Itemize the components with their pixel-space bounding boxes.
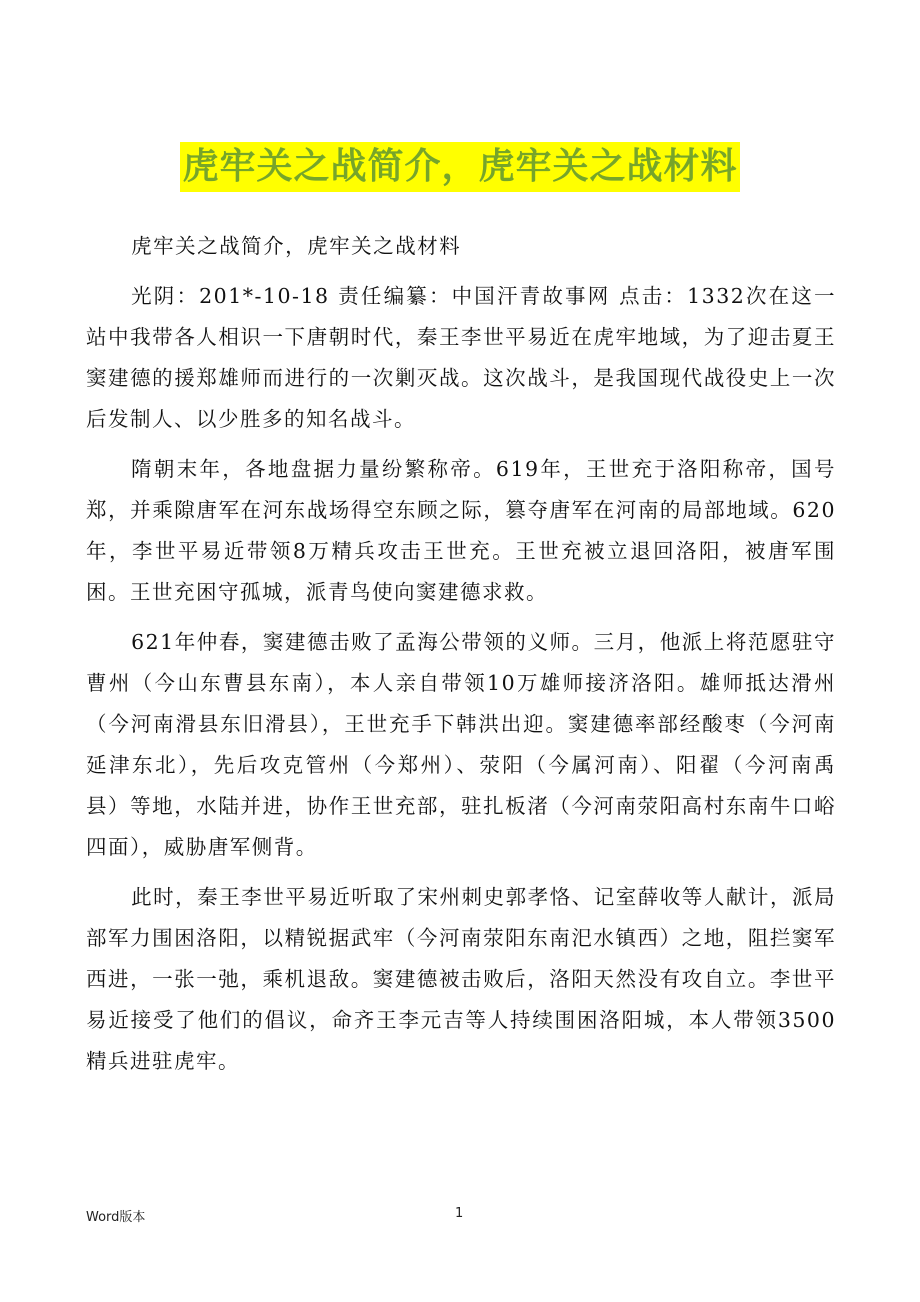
document-title: 虎牢关之战简介，虎牢关之战材料	[180, 142, 739, 192]
title-container	[0, 142, 920, 192]
paragraph-2: 光阴：201*-10-18 责任编纂：中国汗青故事网 点击：1332次在这一站中我带各人相识一下唐朝时代，秦王李世平易近在虎牢地域，为了迎击夏王窦建德的援郑雄师而进行的一次剿灭战。这次战斗，是我国现代战役史上一次后发制人、以少胜多的知名战斗。	[86, 284, 836, 431]
paragraph-5: 此时，秦王李世平易近听取了宋州刺史郭孝恪、记室薛收等人献计，派局部军力围困洛阳，以精锐据武牢（今河南荥阳东南汜水镇西）之地，阻拦窦军西进，一张一弛，乘机退敌。窦建德被击败后，洛阳天然没有攻自立。李世平易近接受了他们的倡议，命齐王李元吉等人持续围困洛阳城，本人带领3500精兵进驻虎牢。	[86, 885, 836, 1073]
paragraph-1: 虎牢关之战简介，虎牢关之战材料	[131, 234, 462, 258]
document-body	[86, 226, 836, 1091]
footer-label: Word版本	[86, 1210, 146, 1225]
paragraph-3: 隋朝末年，各地盘据力量纷繁称帝。619年，王世充于洛阳称帝，国号郑，并乘隙唐军在河东战场得空东顾之际，篡夺唐军在河南的局部地域。620年，李世平易近带领8万精兵攻击王世充。王世充被立退回洛阳，被唐军围困。王世充困守孤城，派青鸟使向窦建德求救。	[86, 457, 836, 604]
paragraph-4: 621年仲春，窦建德击败了孟海公带领的义师。三月，他派上将范愿驻守曹州（今山东曹县东南），本人亲自带领10万雄师接济洛阳。雄师抵达滑州（今河南滑县东旧滑县），王世充手下韩洪出迎。窦建德率部经酸枣（今河南延津东北），先后攻克管州（今郑州）、荥阳（今属河南）、阳翟（今河南禹县）等地，水陆并进，协作王世充部，驻扎板渚（今河南荥阳高村东南牛口峪四面），威胁唐军侧背。	[86, 630, 836, 859]
page-number: 1	[455, 1206, 464, 1221]
